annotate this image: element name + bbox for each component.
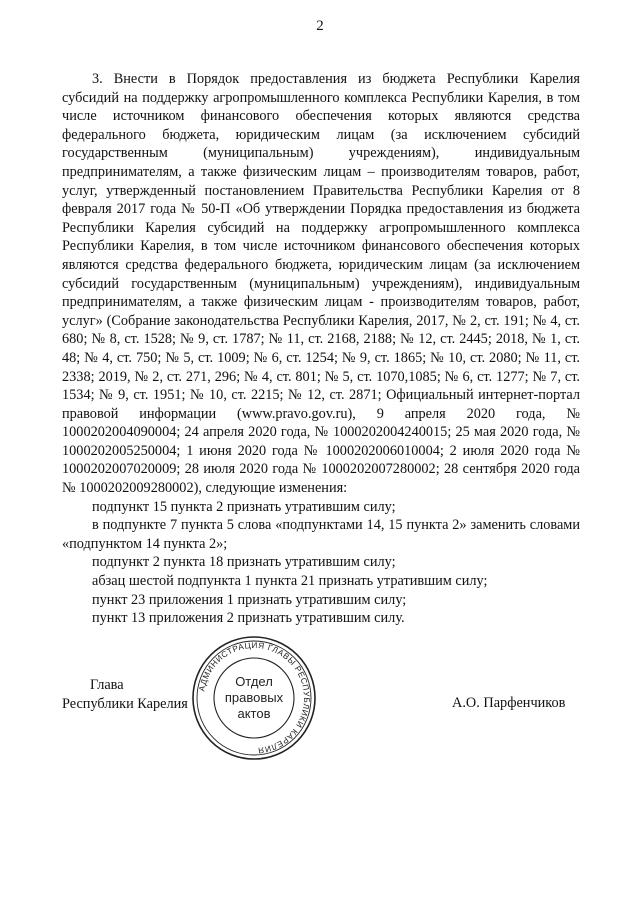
list-item: подпункт 15 пункта 2 признать утратившим силу;	[92, 498, 396, 515]
list-item: пункт 13 приложения 2 признать утратившим силу.	[92, 610, 405, 627]
signatory-role-line1: Глава	[90, 677, 124, 693]
paragraph-3: 3. Внести в Порядок предоставления из бюджета Республики Карелия субсидий на поддержку агропромышленного комплекса Республики Карелия, в том числе источником финансового обеспечения которых являются средства федерального бюджета, юридическим лицам (за исключением субсидий государственным (муниципальным) учреждениям), индивидуальным предпринимателям, а также физическим лицам – производителям товаров, работ, услуг, утвержденный постановлением Правительства Республики Карелия от 8 февраля 2017 года № 50-П «Об утверждении Порядка предоставления из бюджета Республики Карелия субсидий на поддержку агропромышленного комплекса Республики Карелия, в том числе источником финансового обеспечения которых являются средства федерального бюджета, юридическим лицам (за исключением субсидий государственным (муниципальным) учреждениям), индивидуальным предпринимателям, а также физическим лицам - производителям товаров, работ, услуг» (Собрание законодательства Республики Карелия, 2017, № 2, ст. 191; № 4, ст. 680; № 8, ст. 1528; № 9, ст. 1787; № 11, ст. 2168, 2188; № 12, ст. 2445; 2018, № 1, ст. 48; № 4, ст. 750; № 5, ст. 1009; № 6, ст. 1254; № 9, ст. 1865; № 10, ст. 2080; № 11, ст. 2338; 2019, № 2, ст. 271, 296; № 4, ст. 801; № 5, ст. 1070,1085; № 6, ст. 1277; № 7, ст. 1534; № 9, ст. 1951; № 10, ст. 2215; № 12, ст. 2871; Официальный интернет-портал правовой информации (www.pravo.gov.ru), 9 апреля 2020 года, № 1000202004090004; 24 апреля 2020 года, № 1000202004240015; 25 мая 2020 года, № 1000202005250004; 1 июня 2020 года № 1000202006010004; 2 июля 2020 года № 1000202007020009; 28 июля 2020 года № 1000202007280002; 28 сентября 2020 года № 1000202009280002), следующие изменения:	[62, 71, 580, 497]
stamp-line-2: правовых	[224, 690, 284, 705]
signatory-name: А.О. Парфенчиков	[452, 695, 566, 711]
list-item: пункт 23 приложения 1 признать утратившим силу;	[92, 591, 407, 608]
list-item: в подпункте 7 пункта 5 слова «подпунктами 14, 15 пункта 2» заменить словами «подпунктом 14 пункта 2»;	[62, 517, 580, 552]
stamp-line-3: актов	[237, 706, 271, 721]
signatory-role	[62, 676, 188, 713]
signatory-role-line2: Республики Карелия	[62, 695, 188, 712]
list-item: подпункт 2 пункта 18 признать утратившим силу;	[92, 554, 396, 571]
list-item: абзац шестой подпункта 1 пункта 21 признать утратившим силу;	[92, 573, 488, 590]
official-stamp	[190, 634, 318, 762]
page-number: 2	[316, 18, 324, 34]
stamp-line-1: Отдел	[235, 674, 273, 689]
stamp-ring-text: АДМИНИСТРАЦИЯ ГЛАВЫ РЕСПУБЛИКИ КАРЕЛИЯ	[197, 640, 312, 755]
document-body	[62, 70, 580, 628]
